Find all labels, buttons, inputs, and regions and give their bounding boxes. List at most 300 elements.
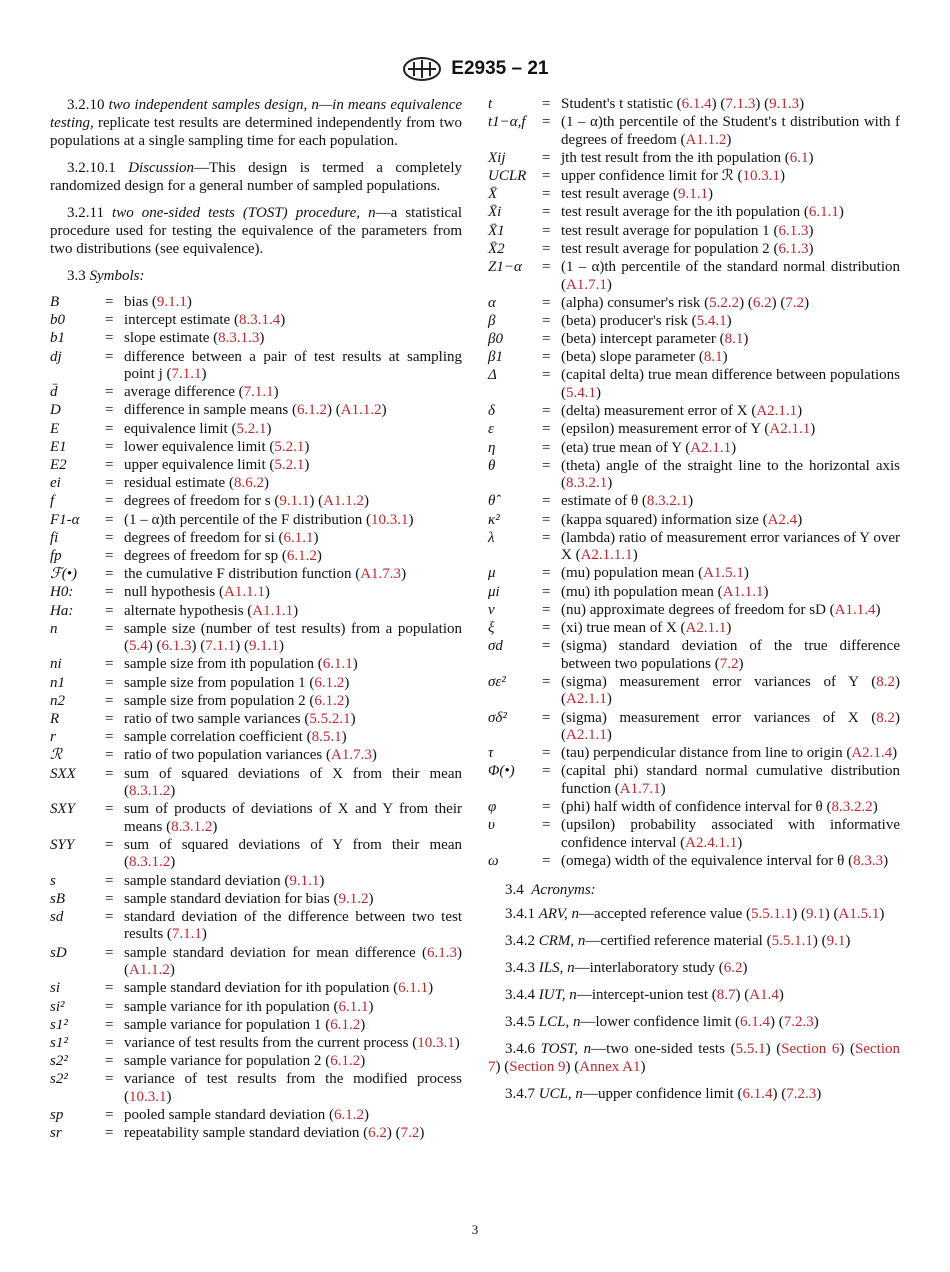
cross-reference-link[interactable]: 5.2.1 [236,420,267,437]
symbol-definition: (tau) perpendicular distance from line to origin (A2.1.4) [561,745,898,762]
symbol-definition: (delta) measurement error of X (A2.1.1) [561,403,803,420]
symbol-definition: sample standard deviation for mean difference (6.1.3) (A1.1.2) [124,944,463,979]
symbol: Φ(•) [488,763,515,780]
equals-sign: = [105,584,114,601]
cross-reference-link[interactable]: 8.2 [876,673,895,690]
symbol-definition: (sigma) measurement error variances of X (8.2) (A2.1.1) [561,709,900,744]
cross-reference-link[interactable]: 9.1.1 [249,638,279,655]
cross-reference-link[interactable]: 8.3.1.2 [129,854,171,871]
symbol: n [50,620,58,637]
equals-sign: = [105,330,114,347]
equals-sign: = [105,1071,114,1088]
cross-reference-link[interactable]: 6.1.2 [314,674,345,691]
symbol-row [50,475,462,493]
symbol-definition-text: ratio of two sample variances [124,710,301,727]
symbol: H0: [50,584,74,601]
symbol: sB [50,890,65,907]
symbol-definition: ratio of two sample variances (5.5.2.1) [124,710,356,727]
cross-reference-link[interactable]: 7.2 [719,655,739,672]
symbol-definition-text: (kappa squared) information size [561,511,759,528]
symbol-row [50,439,462,457]
symbol-definition-text: sample variance for population 2 [124,1053,322,1070]
symbol-row [50,1071,462,1106]
cross-reference-link[interactable]: 5.5.2.1 [309,710,351,727]
cross-reference-link[interactable]: 8.3.2.1 [646,493,689,510]
acronym-term: IUT, n [538,987,577,1004]
defined-term: Discussion [128,160,195,176]
symbol-definition: test result average (9.1.1) [561,186,714,203]
symbol-definition: test result average for the ith population (6.1.1) [561,204,844,221]
cross-reference-link[interactable]: 10.3.1 [417,1034,455,1051]
cross-reference-link[interactable]: 6.1.1 [338,998,369,1015]
symbol-row [488,168,900,186]
symbol-definition-text: Student's t statistic [561,96,673,112]
symbol-definition-text: lower equivalence limit [124,438,266,455]
cross-reference-link[interactable]: A2.1.1 [769,421,811,438]
cross-reference-link[interactable]: 6.1.1 [283,529,314,546]
symbol-definition-text: bias [124,294,149,310]
cross-reference-link[interactable]: 7.1.1 [171,926,202,943]
equals-sign: = [105,765,114,782]
cross-reference-link[interactable]: A1.4 [749,987,779,1004]
symbol: fi [50,529,59,546]
symbol-definition-text: variance of test results from the modified process [124,1071,462,1088]
symbol-row [50,1053,462,1071]
symbol-definition-text: (delta) measurement error of X [561,403,748,420]
equals-sign: = [542,853,551,869]
symbol-row [50,801,462,836]
equals-sign: = [542,349,551,366]
defined-term: two independent samples design, n—in means equivalence testing, [50,97,463,131]
page-header [0,56,950,82]
symbol-definition: sample standard deviation for ith population (6.1.1) [124,980,434,997]
cross-reference-link[interactable]: A1.1.1 [722,583,764,600]
symbol-definition-text: sum of squared deviations of Y from their mean [124,836,462,853]
cross-reference-link[interactable]: 8.3.1.4 [238,312,281,329]
cross-reference-link[interactable]: 6.1.2 [297,402,327,419]
cross-reference-link[interactable]: 5.5.1.1 [771,933,813,950]
equals-sign: = [542,294,551,311]
symbol-definition-text: upper equivalence limit [124,457,266,473]
symbol-row [50,402,462,420]
symbol-definition-text: degrees of freedom for si [124,529,275,546]
cross-reference-link[interactable]: 7.1.3 [725,96,756,112]
symbol-row [50,312,462,330]
cross-reference-link[interactable]: 6.2 [752,294,772,311]
equals-sign: = [542,673,551,690]
symbol: υ [488,817,495,834]
definition-paragraph [50,267,462,285]
equals-sign: = [542,331,551,348]
symbol-definition-text: test result average for population 1 [561,222,770,239]
symbol-row [488,367,900,402]
symbol-row [488,204,900,222]
equals-sign: = [542,529,551,546]
symbol-row [488,458,900,493]
equals-sign: = [542,240,551,257]
cross-reference-link[interactable]: 10.3.1 [370,511,409,528]
symbol: f [50,493,55,510]
cross-reference-link[interactable]: 10.3.1 [742,168,780,185]
symbol: SXY [50,801,76,818]
symbol-row [50,729,462,747]
equals-sign: = [105,872,114,889]
symbol-row [488,512,900,530]
cross-reference-link[interactable]: 6.1.4 [740,1014,770,1031]
symbol-definition: (capital delta) true mean difference between populations (5.4.1) [561,367,900,401]
symbol: β0 [488,331,503,348]
cross-reference-link[interactable]: 6.1.1 [322,656,353,673]
cross-reference-link[interactable]: Section 9 [509,1059,566,1076]
equals-sign: = [542,601,551,618]
equals-sign: = [542,168,551,185]
cross-reference-link[interactable]: 5.5.1 [735,1041,766,1058]
symbol-definition-text: null hypothesis [124,584,216,601]
symbol-row [488,638,900,673]
cross-reference-link[interactable]: 9.1.1 [156,294,187,310]
symbol-definition: (phi) half width of confidence interval for θ (8.3.2.2) [561,799,878,816]
symbol: b1 [50,330,65,347]
cross-reference-link[interactable]: 9.1.1 [678,186,709,203]
cross-reference-link[interactable]: 8.3.1.2 [171,818,213,835]
equals-sign: = [542,96,551,112]
cross-reference-link[interactable]: 7.2 [785,294,805,311]
symbol-row [50,693,462,711]
cross-reference-link[interactable]: A1.7.3 [360,566,402,583]
definition-text: —a statistical procedure used for testing the equivalence of the parameters from two distributions (see equivalence). [50,205,462,257]
symbol: σδ² [488,709,507,726]
cross-reference-link[interactable]: A2.1.1 [756,403,798,420]
cross-reference-link[interactable]: A2.1.1 [566,727,607,744]
symbol-definition-text: the cumulative F distribution function [124,566,352,583]
symbol-definition-text: (capital phi) standard normal cumulative distribution function [561,763,900,797]
symbol-row [488,403,900,421]
acronym-term: LCL, n [538,1014,581,1031]
cross-reference-link[interactable]: 7.2.3 [786,1086,817,1103]
cross-reference-link[interactable]: A1.1.2 [323,493,364,510]
symbol-row [488,421,900,439]
cross-reference-link[interactable]: 7.2 [400,1125,420,1142]
cross-reference-link[interactable]: A1.7.1 [566,276,607,293]
symbol-row [50,457,462,475]
symbol-row [50,945,462,980]
acronyms-list [488,905,900,1103]
symbol-definition: (nu) approximate degrees of freedom for sD (A1.1.4) [561,601,881,618]
symbol-definition-text: average difference [124,384,235,401]
symbol: sd [50,908,64,925]
cross-reference-link[interactable]: 5.2.1 [274,457,305,473]
symbol: ε [488,421,494,438]
symbol: η [488,439,496,456]
cross-reference-link[interactable]: 6.1.2 [314,692,345,709]
cross-reference-link[interactable]: 8.3.2.2 [831,799,873,816]
cross-reference-link[interactable]: 6.1.2 [330,1053,361,1070]
symbol-definition: intercept estimate (8.3.1.4) [124,312,286,329]
cross-reference-link[interactable]: 6.2 [368,1125,387,1142]
symbol: φ [488,799,497,816]
symbol-definition: (upsilon) probability associated with informative confidence interval (A2.4.1.1) [561,817,900,851]
equals-sign: = [542,799,551,816]
symbol: E [50,420,60,437]
cross-reference-link[interactable]: A1.1.2 [129,962,170,979]
symbol-definition-text: pooled sample standard deviation [124,1106,326,1123]
cross-reference-link[interactable]: 9.1.1 [279,493,310,510]
cross-reference-link[interactable]: A2.1.1.1 [580,547,633,564]
acronym-entry: 3.4.7 UCL, n—upper confidence limit (6.1.4) (7.2.3) [505,1086,822,1103]
equals-sign: = [105,566,114,583]
equals-sign: = [105,348,114,365]
cross-reference-link[interactable]: 9.1 [826,933,846,950]
cross-reference-link[interactable]: 7.1.1 [205,638,236,655]
equals-sign: = [542,763,551,780]
cross-reference-link[interactable]: 6.1.3 [778,222,809,239]
cross-reference-link[interactable]: 8.3.1.2 [129,783,171,799]
symbol-row [50,873,462,891]
cross-reference-link[interactable]: 8.1 [703,349,723,366]
symbols-list-left [50,294,462,1143]
cross-reference-link[interactable]: 8.3.1.3 [218,330,260,347]
symbol-definition: sum of squared deviations of Y from their mean (8.3.1.2) [124,836,462,871]
symbol-definition: (1 – α)th percentile of the standard normal distribution (A1.7.1) [561,259,900,293]
cross-reference-link[interactable]: A2.1.1 [566,691,607,708]
cross-reference-link[interactable]: 9.1 [806,906,825,923]
equals-sign: = [542,709,551,726]
symbol: s [50,872,56,889]
cross-reference-link[interactable]: A2.1.1 [690,439,732,456]
symbol-definition: sample variance for population 2 (6.1.2) [124,1053,366,1070]
cross-reference-link[interactable]: Section 7 [488,1041,900,1076]
symbol-row [488,313,900,331]
cross-reference-link[interactable]: 6.1.1 [808,204,839,221]
symbol: δ [488,403,495,420]
symbol: dj [50,348,62,365]
symbol: θ [488,457,496,474]
symbol-row [50,747,462,765]
symbol: sr [50,1125,62,1142]
cross-reference-link[interactable]: 6.1.3 [161,638,192,655]
symbol-definition: lower equivalence limit (5.2.1) [124,438,310,455]
cross-reference-link[interactable]: 7.1.1 [171,366,202,383]
equals-sign: = [105,294,114,310]
symbol-row [50,566,462,584]
symbol-definition-text: intercept estimate [124,312,231,329]
symbol-definition-text: test result average [561,186,670,203]
equals-sign: = [105,656,114,673]
cross-reference-link[interactable]: 6.1.3 [427,944,458,961]
cross-reference-link[interactable]: 8.3.2.1 [566,475,608,492]
symbol: E1 [50,438,67,455]
symbol-row [488,241,900,259]
cross-reference-link[interactable]: A1.5.1 [703,565,744,582]
equals-sign: = [542,421,551,438]
cross-reference-link[interactable]: A2.4.1.1 [685,834,738,851]
cross-reference-link[interactable]: A2.1.4 [851,745,893,762]
symbol-definition-text: (sigma) measurement error variances of X [561,709,859,726]
symbol-row [50,530,462,548]
cross-reference-link[interactable]: 6.1.3 [778,240,809,257]
cross-reference-link[interactable]: 8.7 [716,987,736,1004]
symbol: ei [50,475,61,492]
symbol-row [50,584,462,602]
clause-number: 3.4.7 [505,1086,535,1103]
equals-sign: = [542,565,551,582]
cross-reference-link[interactable]: 8.3.3 [853,853,884,869]
symbol: σd [488,638,503,655]
acronym-definition: —intercept-union test [576,987,709,1004]
symbol-row [50,837,462,872]
symbol-row [50,493,462,511]
cross-reference-link[interactable]: A1.7.3 [331,747,372,764]
right-column [488,96,900,1112]
symbol-definition: sample variance for population 1 (6.1.2) [124,1016,366,1033]
cross-reference-link[interactable]: A1.1.1 [252,602,294,619]
cross-reference-link[interactable]: 8.6.2 [233,475,264,492]
cross-reference-link[interactable]: 5.5.1.1 [751,906,793,923]
symbol-definition: (omega) width of the equivalence interval for θ (8.3.3) [561,853,889,869]
cross-reference-link[interactable]: 5.4 [129,638,148,655]
symbol-definition: degrees of freedom for si (6.1.1) [124,529,319,546]
cross-reference-link[interactable]: 5.2.1 [274,438,305,455]
symbol-row [488,331,900,349]
clause-number: 3.4.4 [505,987,535,1004]
symbol: X̄i [488,204,502,221]
symbol: B [50,294,60,310]
cross-reference-link[interactable]: 8.1 [724,331,744,348]
equals-sign: = [105,1106,114,1123]
symbol-definition: the cumulative F distribution function (A1.7.3) [124,566,407,583]
symbol-definition-text: (lambda) ratio of measurement error variances of Y over X [561,529,900,564]
symbol-row [488,349,900,367]
symbol-definition: sample correlation coefficient (8.5.1) [124,729,347,746]
symbol-definition-text: sum of squared deviations of X from their mean [124,765,462,782]
acronym-definition: —interlaboratory study [574,960,715,977]
symbol-definition-text: (epsilon) measurement error of Y [561,421,761,438]
clause-number: 3.3 [67,268,86,284]
cross-reference-link[interactable]: 7.1.1 [243,384,274,401]
symbol-definition-text: sample standard deviation [124,872,281,889]
symbol-row [50,999,462,1017]
equals-sign: = [542,457,551,474]
symbol: t [488,96,493,112]
symbol-row [50,421,462,439]
symbol: b0 [50,312,65,329]
symbol: ω [488,853,499,869]
cross-reference-link[interactable]: 6.1.4 [681,96,712,112]
symbol-definition-text: (tau) perpendicular distance from line to origin [561,745,843,762]
cross-reference-link[interactable]: 6.1.2 [286,547,317,564]
equals-sign: = [542,149,551,166]
symbol-row [488,602,900,620]
cross-reference-link[interactable]: 5.4.1 [696,312,727,329]
cross-reference-link[interactable]: 7.2.3 [783,1014,814,1031]
acronym-term: CRM, n [538,933,586,950]
symbol-row [50,330,462,348]
symbol-row [50,294,462,312]
equals-sign: = [105,747,114,764]
equals-sign: = [542,114,551,131]
cross-reference-link[interactable]: 5.2.2 [709,294,740,311]
symbol-definition: (capital phi) standard normal cumulative distribution function (A1.7.1) [561,763,900,797]
symbol-row [488,584,900,602]
symbol: ξ [488,620,495,636]
cross-reference-link[interactable]: A1.1.1 [224,584,265,601]
symbol-definition-text: alternate hypothesis [124,602,244,619]
symbol: X̄2 [488,240,505,257]
definition-text: replicate test results are determined independently from two populations at a single sampling time for each population. [50,115,462,149]
symbol-row [488,114,900,149]
cross-reference-link[interactable]: A1.5.1 [838,906,880,923]
cross-reference-link[interactable]: 6.1.4 [742,1086,773,1103]
symbol-definition-text: equivalence limit [124,420,228,437]
symbol-definition: sample size from population 2 (6.1.2) [124,692,350,709]
acronym-definition: —upper confidence limit [582,1086,734,1103]
cross-reference-link[interactable]: A1.1.4 [834,601,876,618]
symbol-definition: estimate of θ (8.3.2.1) [561,493,694,510]
symbol: θ̂ [488,493,496,510]
symbol-row [488,799,900,817]
cross-reference-link[interactable]: 6.1.2 [330,1016,361,1033]
cross-reference-link[interactable]: 5.4.1 [566,384,596,401]
equals-sign: = [105,944,114,961]
clause-number: 3.4.3 [505,960,535,977]
symbol-definition-text: (1 – α)th percentile of the Student's t distribution with f degrees of freedom [561,114,900,148]
symbol-definition: null hypothesis (A1.1.1) [124,584,270,601]
equals-sign: = [105,457,114,473]
cross-reference-link[interactable]: A1.1.2 [685,131,727,148]
equals-sign: = [105,674,114,691]
cross-reference-link[interactable]: 8.2 [876,709,895,726]
equals-sign: = [542,620,551,636]
clause-number: 3.2.10.1 [67,160,116,176]
symbol-definition: sample variance for ith population (6.1.1) [124,998,374,1015]
cross-reference-link[interactable]: A1.7.1 [619,780,661,797]
symbol-row [50,603,462,621]
cross-reference-link[interactable]: A2.4 [767,511,798,528]
symbol-definition-text: sample standard deviation for ith population [124,980,390,997]
cross-reference-link[interactable]: 9.1.2 [338,890,369,907]
cross-reference-link[interactable]: 6.1.1 [398,980,429,997]
symbol-definition: average difference (7.1.1) [124,384,279,401]
cross-reference-link[interactable]: Section 6 [781,1041,840,1058]
symbol-definition-text: degrees of freedom for sp [124,547,279,564]
acronym-definition: —lower confidence limit [580,1014,732,1031]
symbol-definition-text: sample size from population 1 [124,674,306,691]
cross-reference-link[interactable]: 6.1.2 [333,1106,364,1123]
cross-reference-link[interactable]: A2.1.1 [685,620,727,636]
symbol-definition-text: (beta) intercept parameter [561,331,716,348]
cross-reference-link[interactable]: A1.1.2 [340,402,382,419]
cross-reference-link[interactable]: Annex A1 [579,1059,641,1076]
cross-reference-link[interactable]: 9.1.3 [769,96,800,112]
symbol-definition-text: sample variance for ith population [124,998,330,1015]
symbol-definition-text: sample correlation coefficient [124,729,303,746]
cross-reference-link[interactable]: 8.5.1 [311,729,342,746]
cross-reference-link[interactable]: 6.1 [789,149,809,166]
symbol-definition-text: repeatability sample standard deviation [124,1125,360,1142]
symbol-definition-text: sample variance for population 1 [124,1016,322,1033]
cross-reference-link[interactable]: 10.3.1 [129,1088,167,1105]
acronym-term: ARV, n [538,906,580,923]
equals-sign: = [542,312,551,329]
symbol-definition: bias (9.1.1) [124,294,192,310]
symbol: ν [488,601,495,618]
equals-sign: = [542,367,551,384]
defined-term: Symbols: [89,268,145,284]
definition-paragraph [50,96,462,150]
symbol-definition-text: standard deviation of the difference between two test results [124,908,462,943]
cross-reference-link[interactable]: 6.2 [723,960,743,977]
cross-reference-link[interactable]: 9.1.1 [289,872,320,889]
